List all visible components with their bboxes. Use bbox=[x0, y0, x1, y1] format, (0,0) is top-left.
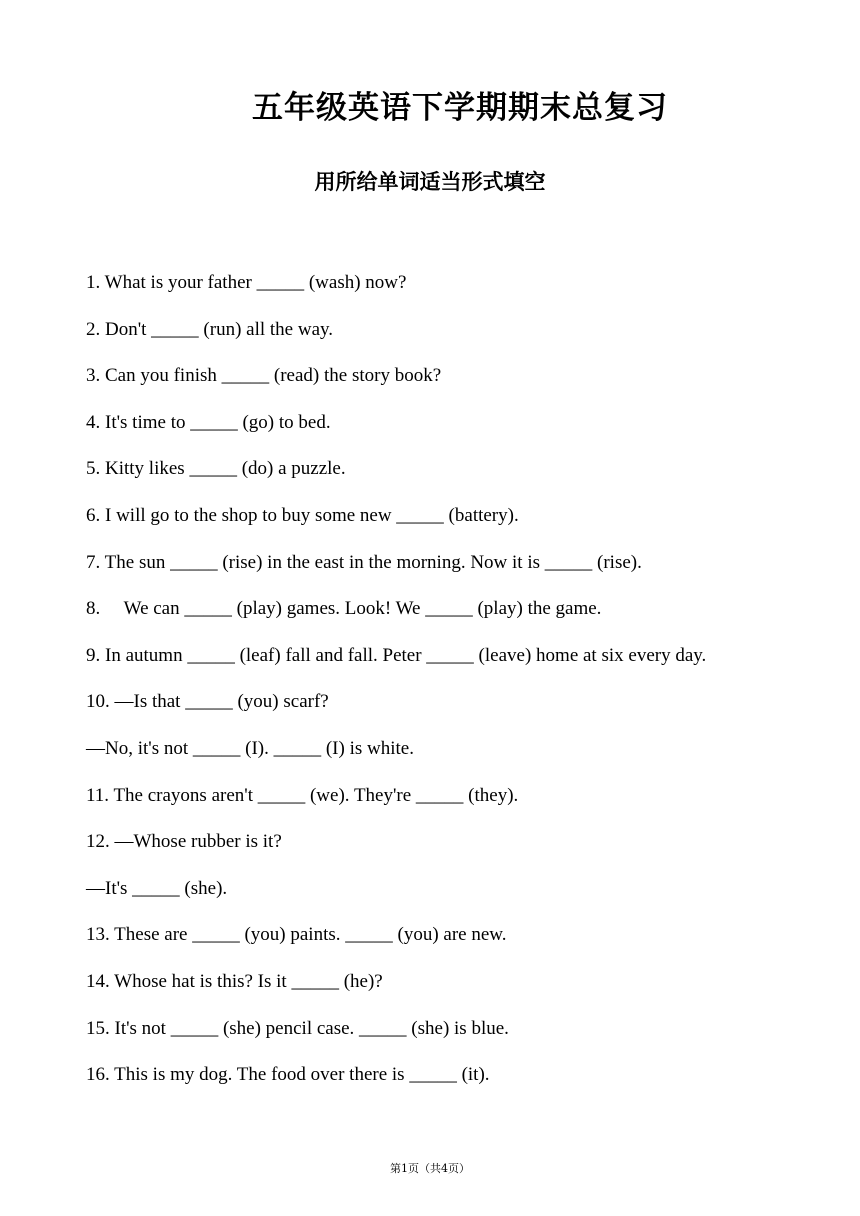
question-line: 12. —Whose rubber is it? bbox=[86, 831, 282, 853]
question-line: 7. The sun _____ (rise) in the east in the morning. Now it is _____ (rise). bbox=[86, 551, 642, 573]
question-line: 10. —Is that _____ (you) scarf? bbox=[86, 691, 329, 713]
question-line: 1. What is your father _____ (wash) now? bbox=[86, 272, 407, 293]
question-line: 11. The crayons aren't _____ (we). They're _____ (they). bbox=[86, 784, 519, 806]
question-line: 4. It's time to _____ (go) to bed. bbox=[86, 411, 331, 433]
question-line: 16. This is my dog. The food over there is _____ (it). bbox=[86, 1064, 490, 1086]
question-line: 13. These are _____ (you) paints. _____ (you) are new. bbox=[86, 924, 507, 946]
question-line: 3. Can you finish _____ (read) the story book? bbox=[86, 365, 442, 387]
question-line: —It's _____ (she). bbox=[86, 877, 228, 899]
question-line: 5. Kitty likes _____ (do) a puzzle. bbox=[86, 458, 346, 480]
question-line: 2. Don't _____ (run) all the way. bbox=[86, 318, 334, 340]
question-line: 9. In autumn _____ (leaf) fall and fall. Peter _____ (leave) home at six every day. bbox=[86, 644, 707, 666]
page-number-footer: 第1页（共4页） bbox=[390, 1162, 470, 1175]
page-title: 五年级英语下学期期末总复习 bbox=[252, 90, 668, 126]
question-list bbox=[86, 270, 806, 1109]
question-line: 6. I will go to the shop to buy some new _____ (battery). bbox=[86, 504, 519, 526]
question-line: 8. We can _____ (play) games. Look! We _____ (play) the game. bbox=[86, 598, 602, 620]
question-line: 15. It's not _____ (she) pencil case. _____ (she) is blue. bbox=[86, 1017, 509, 1039]
question-line: 14. Whose hat is this? Is it _____ (he)? bbox=[86, 970, 383, 992]
section-subtitle: 用所给单词适当形式填空 bbox=[314, 170, 546, 194]
question-line: —No, it's not _____ (I). _____ (I) is white. bbox=[86, 737, 414, 759]
